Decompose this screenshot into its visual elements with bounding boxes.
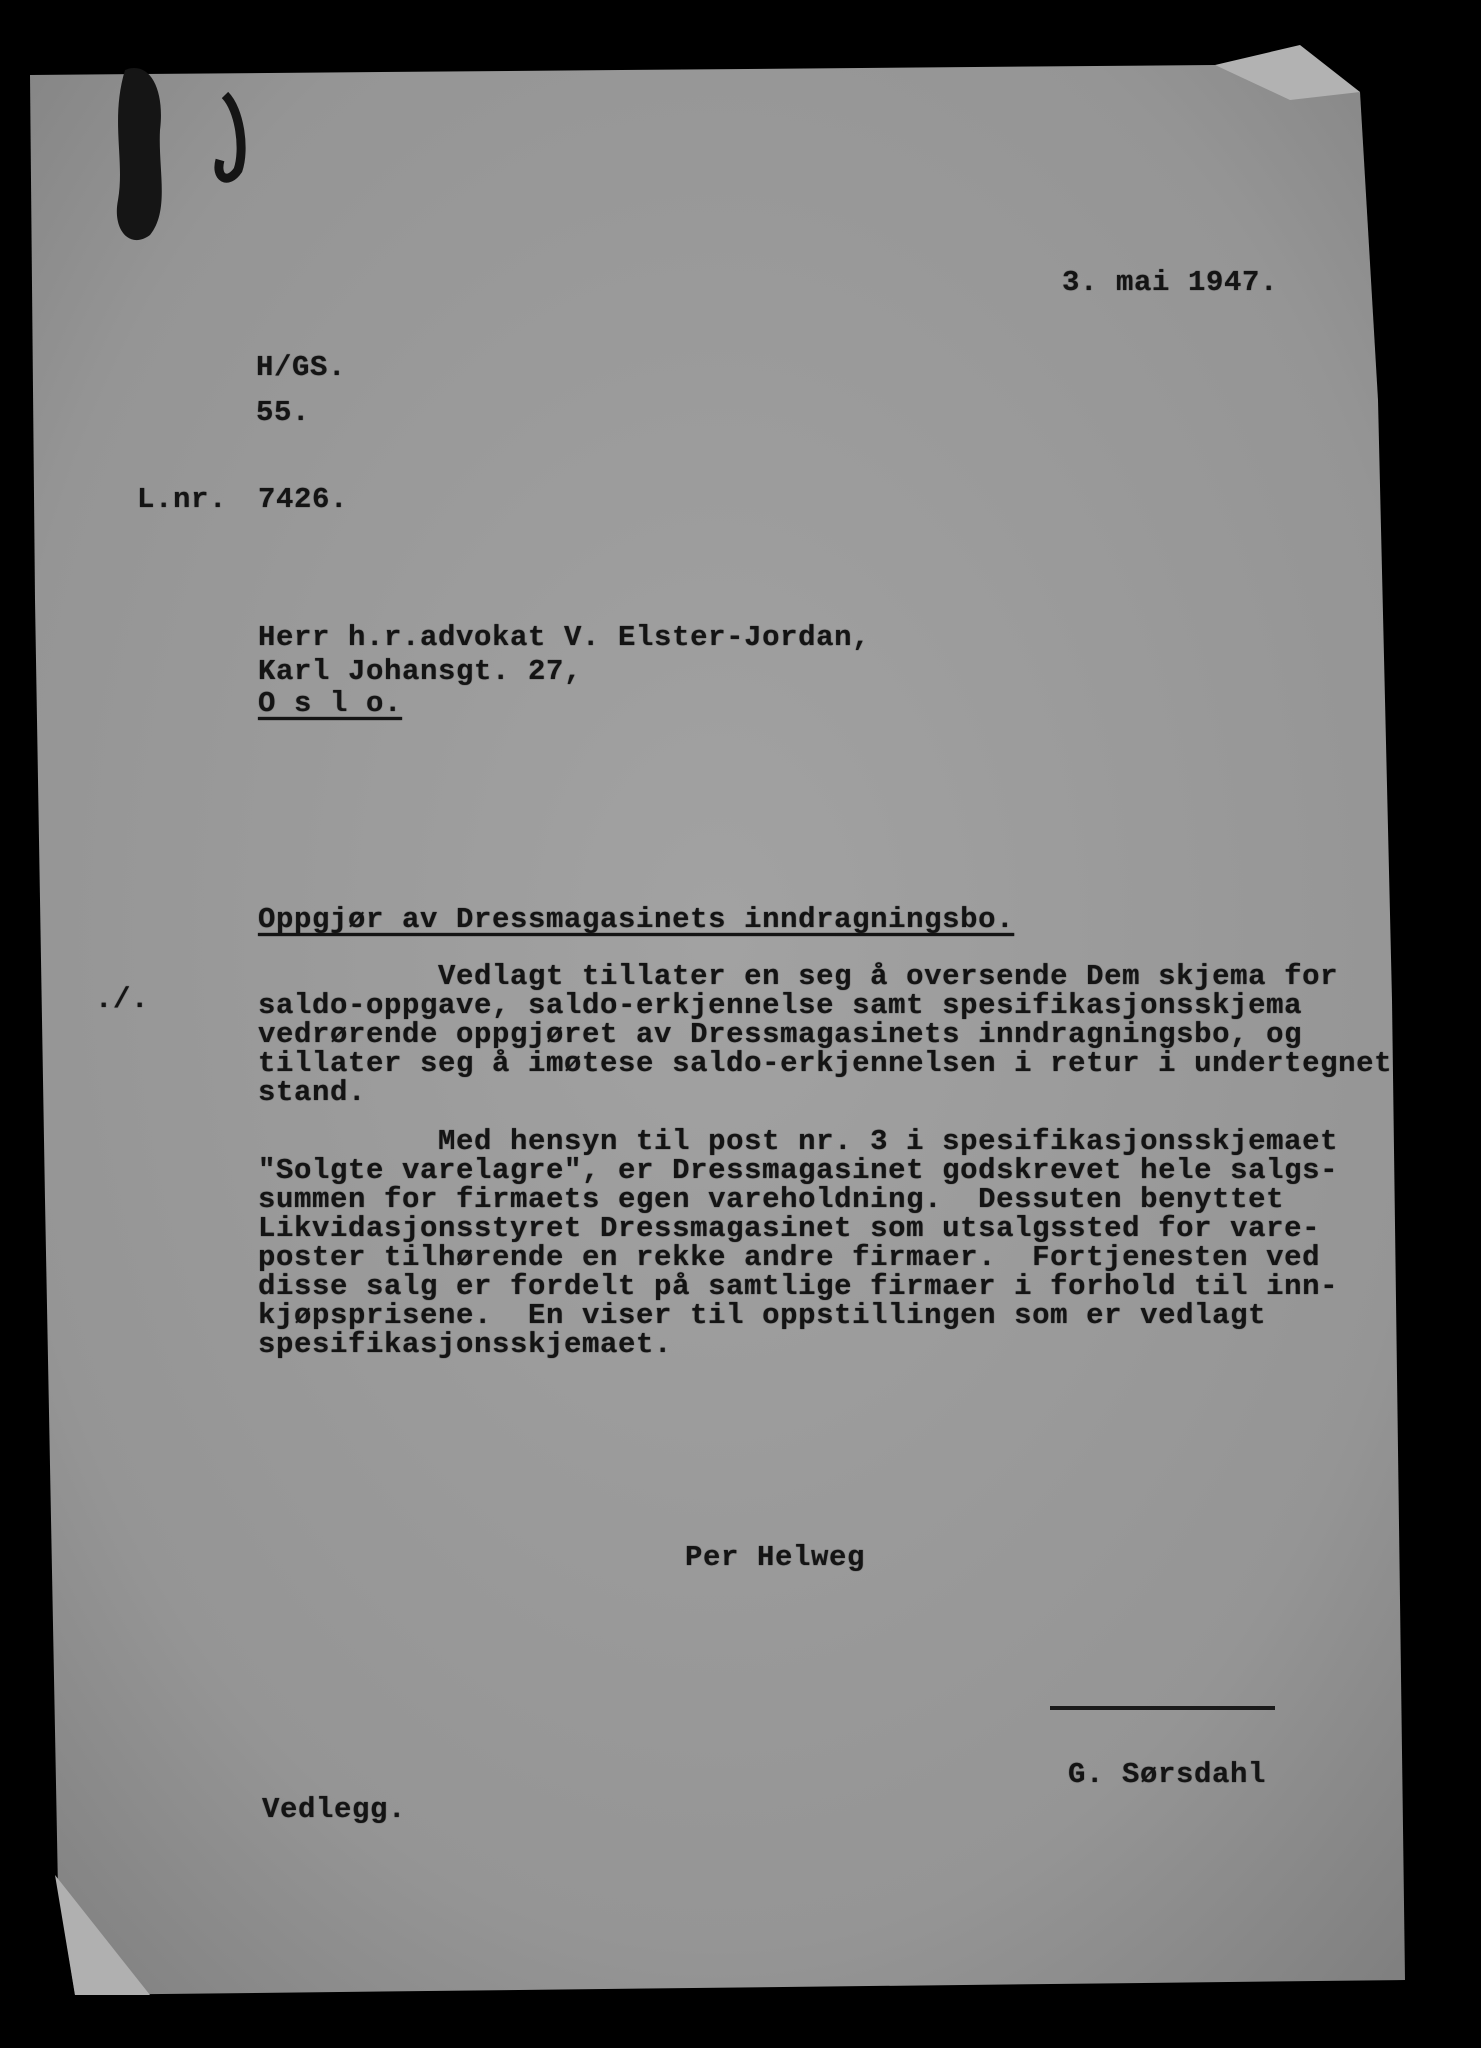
letter-date: 3. mai 1947. [1062,266,1279,299]
paragraph-2-line: Med hensyn til post nr. 3 i spesifikasjonsskjemaet [258,1125,1339,1158]
paragraph-2-line: kjøpsprisene. En viser til oppstillingen som er vedlagt [258,1299,1267,1332]
reference-number: 55. [256,396,311,429]
recipient-name: Herr h.r.advokat V. Elster-Jordan, [258,621,871,654]
lnr-value: 7426. [258,483,349,516]
paragraph-2-line: summen for firmaets egen vareholdning. Dessuten benyttet [258,1183,1285,1216]
recipient-city: O s l o. [258,687,403,720]
signature-per-helweg: Per Helweg [685,1541,866,1574]
signature-sorsdahl: G. Sørsdahl [1068,1758,1267,1791]
paragraph-2-line: poster tilhørende en rekke andre firmaer. Fortjenesten ved [258,1241,1321,1274]
letter-subject: Oppgjør av Dressmagasinets inndragningsbo. [258,903,1015,936]
recipient-street: Karl Johansgt. 27, [258,655,583,688]
paragraph-1 [258,960,1393,1112]
attachment-mark: ./. [95,983,150,1016]
paragraph-1-line: vedrørende oppgjøret av Dressmagasinets inndragningsbo, og [258,1018,1303,1051]
paragraph-1-line: tillater seg å imøtese saldo-erkjennelsen i retur i undertegnet [258,1047,1393,1080]
paragraph-2-line: "Solgte varelagre", er Dressmagasinet godskrevet hele salgs- [258,1154,1339,1187]
paragraph-2-line: disse salg er fordelt på samtlige firmaer i forhold til inn- [258,1270,1339,1303]
paragraph-2-line: spesifikasjonsskjemaet. [258,1328,673,1361]
paragraph-2-line: Likvidasjonsstyret Dressmagasinet som utsalgssted for vare- [258,1212,1321,1245]
paragraph-1-line: Vedlagt tillater en seg å oversende Dem skjema for [258,960,1339,993]
lnr-label: L.nr. [137,483,228,516]
reference-initials: H/GS. [256,351,347,384]
paragraph-2 [258,1127,1348,1367]
enclosure-label: Vedlegg. [262,1793,407,1826]
paragraph-1-line: stand. [258,1076,367,1109]
corner-ink-mark [117,68,162,240]
paragraph-1-line: saldo-oppgave, saldo-erkjennelse samt spesifikasjonsskjema [258,989,1303,1022]
signature-line [1050,1706,1275,1710]
